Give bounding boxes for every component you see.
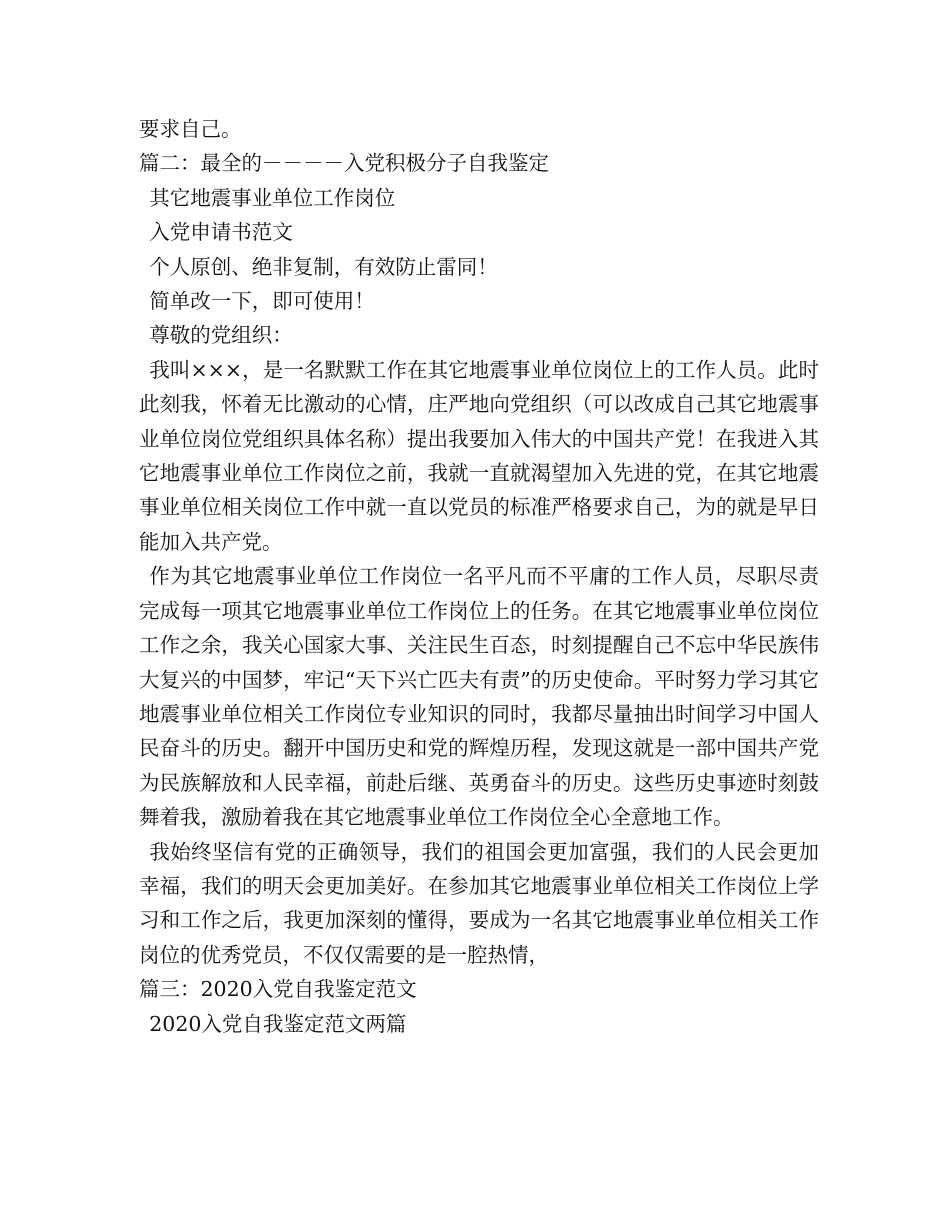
section-2-heading: 篇二：最全的－－－－入党积极分子自我鉴定 — [139, 151, 549, 176]
body-paragraph-1: 我叫×××，是一名默默工作在其它地震事业单位岗位上的工作人员。此时此刻我，怀着无比激动的心情，庄严地向党组织（可以改成自己其它地震事业单位岗位党组织具体名称）提出我要加入伟大的中国共产党！在我进入其它地震事业单位工作岗位之前，我就一直就渴望加入先进的党，在其它地震事业单位相关岗位工作中就一直以党员的标准严格要求自己，为的就是早日能加入共产党。 — [139, 357, 819, 554]
salutation-line: 尊敬的党组织： — [149, 323, 293, 348]
original-notice-line: 个人原创、绝非复制，有效防止雷同！ — [149, 254, 498, 279]
template-line: 入党申请书范文 — [149, 220, 293, 245]
position-line: 其它地震事业单位工作岗位 — [149, 185, 396, 210]
simple-edit-line: 简单改一下，即可使用！ — [149, 289, 375, 314]
body-paragraph-2: 作为其它地震事业单位工作岗位一名平凡而不平庸的工作人员，尽职尽责完成每一项其它地震事业单位工作岗位上的任务。在其它地震事业单位岗位工作之余，我关心国家大事、关注民生百态，时刻提醒自己不忘中华民族伟大复兴的中国梦，牢记“天下兴亡匹夫有责”的历史使命。平时努力学习其它地震事业单位相关工作岗位专业知识的同时，我都尽量抽出时间学习中国人民奋斗的历史。翻开中国历史和党的辉煌历程，发现这就是一部中国共产党为民族解放和人民幸福，前赴后继、英勇奋斗的历史。这些历史事迹时刻鼓舞着我，激励着我在其它地震事业单位工作岗位全心全意地工作。 — [139, 564, 819, 830]
intro-tail-line: 要求自己。 — [139, 117, 242, 141]
section-3-subtitle: 2020入党自我鉴定范文两篇 — [149, 1011, 407, 1036]
section-3-heading: 篇三：2020入党自我鉴定范文 — [139, 977, 417, 1002]
document-body — [139, 112, 819, 1041]
body-paragraph-3: 我始终坚信有党的正确领导，我们的祖国会更加富强，我们的人民会更加幸福，我们的明天会更加美好。在参加其它地震事业单位相关工作岗位上学习和工作之后，我更加深刻的懂得，要成为一名其它地震事业单位相关工作岗位的优秀党员，不仅仅需要的是一腔热情， — [139, 839, 819, 967]
